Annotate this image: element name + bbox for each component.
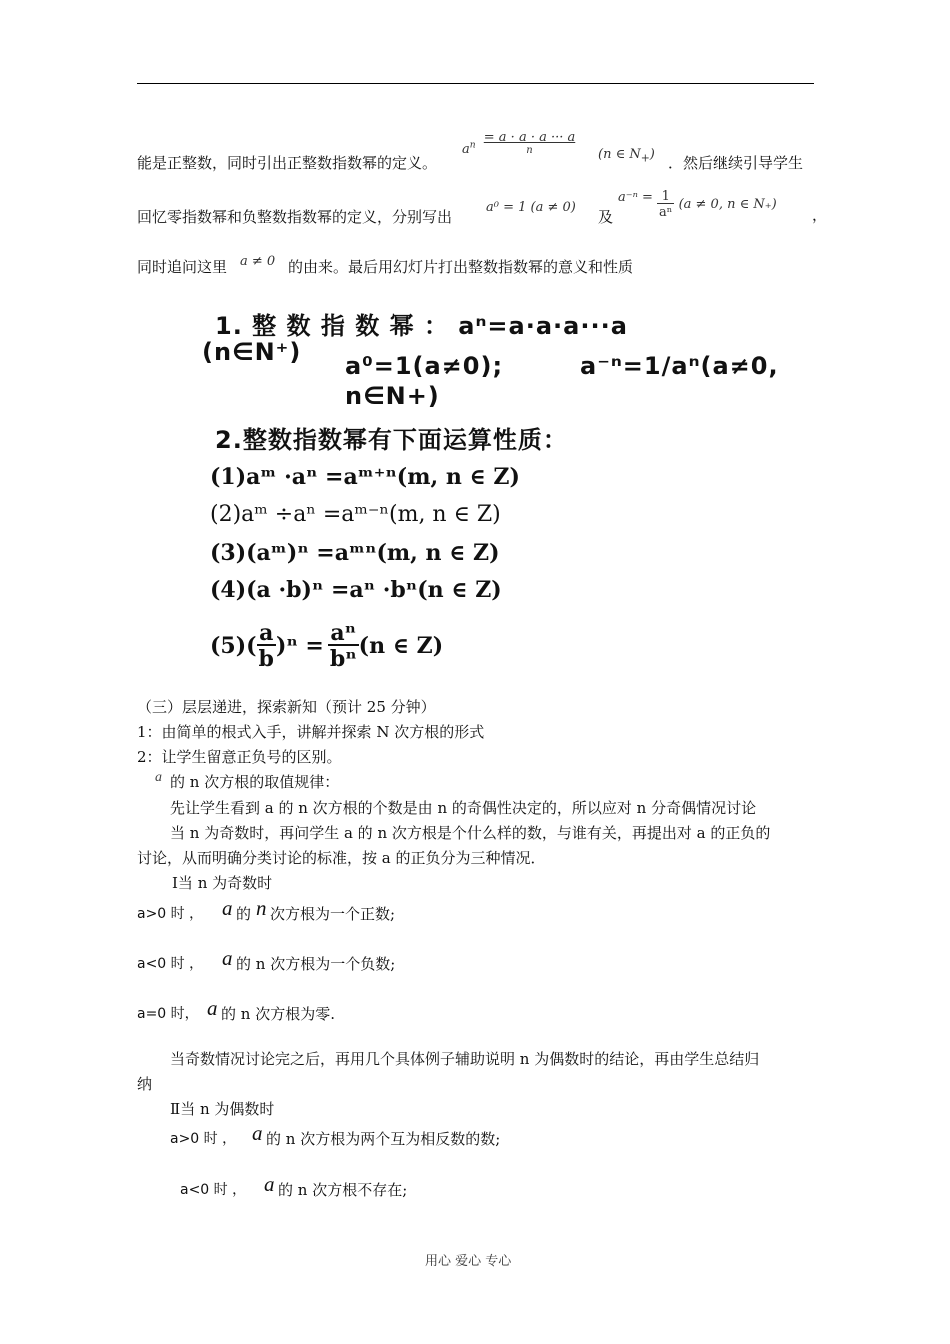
slide-heading-2: 2.整数指数幂有下面运算性质： bbox=[215, 426, 568, 454]
even-case-1-condition: a>0 时 ， bbox=[170, 1131, 237, 1147]
intro-line-3-post: 的由来。最后用幻灯片打出整数指数幂的意义和性质 bbox=[288, 258, 634, 276]
intro-line-2: 回忆零指数幂和负整数指数幂的定义，分别写出 bbox=[137, 208, 453, 226]
intro-line-3-pre: 同时追问这里 bbox=[137, 258, 228, 276]
odd-case-1-de: 的 bbox=[236, 905, 252, 923]
even-case-2-condition: a<0 时 ， bbox=[180, 1182, 247, 1198]
intro-line-1: 能是正整数，同时引出正整数指数幂的定义。 bbox=[137, 154, 438, 172]
odd-case-1-condition: a>0 时 ， bbox=[137, 906, 204, 922]
negative-power-definition: a⁻ⁿ = $\frac{1}{\text{aⁿ}}$ (a ≠ 0, n ∈ N₊) bbox=[618, 189, 777, 220]
zero-power-definition: a⁰ = 1 (a ≠ 0) bbox=[486, 200, 576, 215]
paragraph-line: 讨论，从而明确分类讨论的标准，按 a 的正负分为三种情况． bbox=[137, 849, 546, 867]
paragraph-line: 当奇数情况讨论完之后，再用几个具体例子辅助说明 n 为偶数时的结论，再由学生总结归 bbox=[170, 1050, 760, 1068]
intro-and: 及 bbox=[598, 208, 614, 226]
property-1: (1)aᵐ ·aⁿ =aᵐ⁺ⁿ(m, n ∈ Z) bbox=[210, 464, 520, 490]
variable-a: a bbox=[207, 996, 218, 1020]
variable-a: a bbox=[222, 896, 233, 920]
odd-case-2-condition: a<0 时 ， bbox=[137, 956, 204, 972]
slide-heading-1: 1. 整 数 指 数 幂 ： aⁿ=a·a·a···a bbox=[215, 312, 628, 340]
odd-case-3-condition: a=0 时， bbox=[137, 1006, 199, 1022]
property-4: (4)(a ·b)ⁿ =aⁿ ·bⁿ(n ∈ Z) bbox=[210, 577, 502, 603]
variable-a: a bbox=[222, 946, 233, 970]
property-3: (3)(aᵐ)ⁿ =aᵐⁿ(m, n ∈ Z) bbox=[210, 540, 500, 566]
natural-number-condition: (n ∈ $N_+$) bbox=[598, 147, 655, 165]
rule-title: 的 n 次方根的取值规律： bbox=[170, 773, 340, 791]
even-case-1-text: 的 n 次方根为两个互为相反数的数; bbox=[266, 1130, 501, 1148]
section-heading: （三）层层递进，探索新知（预计 25 分钟） bbox=[137, 698, 436, 716]
header-rule bbox=[137, 83, 814, 84]
even-case-2-text: 的 n 次方根不存在; bbox=[278, 1181, 408, 1199]
variable-a: a bbox=[155, 770, 162, 785]
list-item: 1：由简单的根式入手，讲解并探索 N 次方根的形式 bbox=[137, 723, 485, 741]
positive-power-definition: $a^n$ = a · a · a ··· a n bbox=[462, 130, 576, 157]
intro-line-1-tail: ．然后继续引导学生 bbox=[668, 154, 804, 172]
paragraph-line: 纳 bbox=[137, 1075, 153, 1093]
odd-case-title: Ⅰ当 n 为奇数时 bbox=[172, 874, 273, 892]
even-case-title: Ⅱ当 n 为偶数时 bbox=[170, 1100, 275, 1118]
slide-negative-power: a⁻ⁿ=1/aⁿ(a≠0, bbox=[580, 352, 779, 380]
slide-zero-power: a⁰=1(a≠0); bbox=[345, 352, 504, 380]
odd-case-2-text: 的 n 次方根为一个负数; bbox=[236, 955, 396, 973]
page-footer: 用心 爱心 专心 bbox=[425, 1254, 512, 1269]
odd-case-1-text: 次方根为一个正数; bbox=[270, 905, 396, 923]
paragraph-line: 当 n 为奇数时，再问学生 a 的 n 次方根是个什么样的数，与谁有关，再提出对 a 的正负的 bbox=[170, 824, 771, 842]
variable-a: a bbox=[252, 1121, 263, 1145]
variable-n: n bbox=[256, 896, 267, 920]
intro-line-2-end: ， bbox=[812, 206, 828, 224]
property-5: (5)( $\frac{a}{b}$ )ⁿ = $\frac{\text{aⁿ}}{\text{bⁿ}}$ (n ∈ Z) bbox=[210, 620, 444, 672]
variable-a: a bbox=[264, 1172, 275, 1196]
odd-case-3-text: 的 n 次方根为零. bbox=[221, 1005, 335, 1023]
nonzero-condition: a ≠ 0 bbox=[240, 254, 276, 269]
property-2: (2)aᵐ ÷aⁿ =aᵐ⁻ⁿ(m, n ∈ Z) bbox=[210, 502, 501, 527]
slide-negative-power-cond: n∈N+) bbox=[345, 382, 440, 410]
slide-heading-1-cond: (n∈N⁺) bbox=[202, 338, 302, 366]
paragraph-line: 先让学生看到 a 的 n 次方根的个数是由 n 的奇偶性决定的，所以应对 n 分奇偶情况讨论 bbox=[170, 799, 757, 817]
list-item: 2：让学生留意正负号的区别。 bbox=[137, 748, 342, 766]
